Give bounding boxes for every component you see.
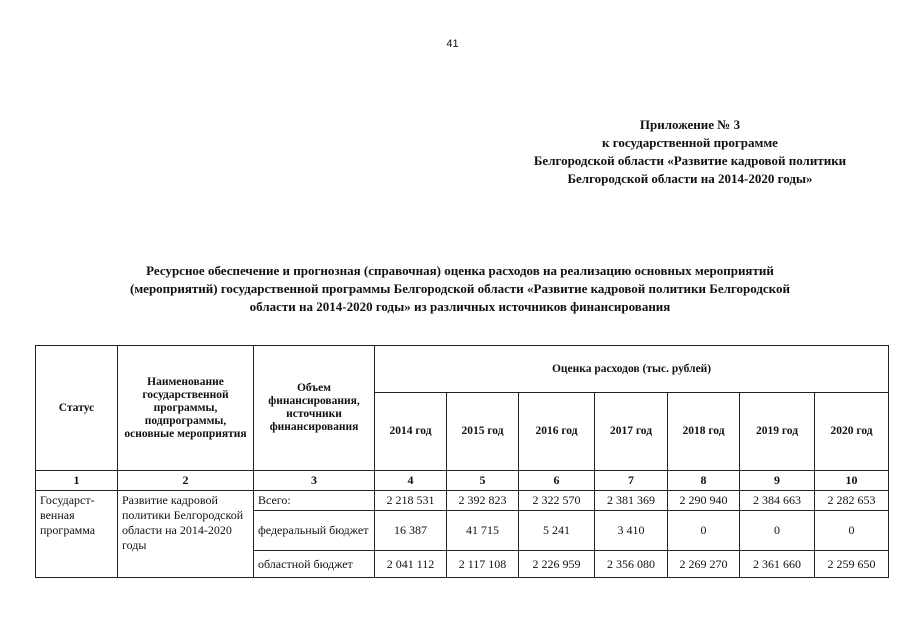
header-year: 2015 год [447, 393, 519, 471]
value-cell: 2 392 823 [447, 491, 519, 511]
title-line: Ресурсное обеспечение и прогнозная (справочная) оценка расходов на реализацию основных мероприятий [146, 263, 774, 278]
source-cell: областной бюджет [254, 551, 375, 578]
header-year: 2016 год [519, 393, 595, 471]
title-line: (мероприятий) государственной программы Белгородской области «Развитие кадровой политики Белгородской [129, 281, 790, 296]
title-line: области на 2014-2020 годы» из различных источников финансирования [249, 299, 671, 314]
appendix-heading [470, 116, 905, 188]
header-status: Статус [36, 346, 118, 471]
header-year: 2020 год [815, 393, 889, 471]
document-title [60, 262, 860, 316]
value-cell: 0 [668, 511, 740, 551]
column-number: 8 [668, 471, 740, 491]
column-number: 5 [447, 471, 519, 491]
column-number-row [36, 471, 889, 491]
value-cell: 0 [815, 511, 889, 551]
value-cell: 16 387 [375, 511, 447, 551]
value-cell: 2 041 112 [375, 551, 447, 578]
header-year: 2017 год [595, 393, 668, 471]
value-cell: 2 269 270 [668, 551, 740, 578]
page-number: 41 [446, 38, 459, 50]
status-cell: Государст-венная программа [36, 491, 118, 578]
value-cell: 5 241 [519, 511, 595, 551]
value-cell: 2 322 570 [519, 491, 595, 511]
table-row [36, 491, 889, 511]
source-cell: федеральный бюджет [254, 511, 375, 551]
header-financing-volume: Объем финансирования, источники финансирования [254, 346, 375, 471]
column-number: 7 [595, 471, 668, 491]
source-cell: Всего: [254, 491, 375, 511]
column-number: 2 [118, 471, 254, 491]
column-number: 3 [254, 471, 375, 491]
appendix-line: Белгородской области на 2014-2020 годы» [567, 171, 813, 186]
appendix-line: Приложение № 3 [639, 117, 741, 132]
column-number: 6 [519, 471, 595, 491]
value-cell: 2 384 663 [740, 491, 815, 511]
budget-table [35, 345, 889, 578]
column-number: 1 [36, 471, 118, 491]
header-year: 2019 год [740, 393, 815, 471]
header-year: 2014 год [375, 393, 447, 471]
header-program-name: Наименование государственной программы, подпрограммы, основные мероприятия [118, 346, 254, 471]
value-cell: 2 226 959 [519, 551, 595, 578]
column-number: 9 [740, 471, 815, 491]
value-cell: 2 381 369 [595, 491, 668, 511]
program-name-cell: Развитие кадровой политики Белгородской области на 2014-2020 годы [118, 491, 254, 578]
value-cell: 2 356 080 [595, 551, 668, 578]
column-number: 10 [815, 471, 889, 491]
value-cell: 3 410 [595, 511, 668, 551]
value-cell: 2 218 531 [375, 491, 447, 511]
value-cell: 41 715 [447, 511, 519, 551]
appendix-line: Белгородской области «Развитие кадровой политики [533, 153, 847, 168]
column-number: 4 [375, 471, 447, 491]
value-cell: 2 282 653 [815, 491, 889, 511]
value-cell: 2 361 660 [740, 551, 815, 578]
header-year: 2018 год [668, 393, 740, 471]
value-cell: 2 117 108 [447, 551, 519, 578]
header-cost-estimate: Оценка расходов (тыс. рублей) [375, 346, 889, 393]
value-cell: 2 259 650 [815, 551, 889, 578]
appendix-line: к государственной программе [602, 135, 778, 150]
value-cell: 0 [740, 511, 815, 551]
value-cell: 2 290 940 [668, 491, 740, 511]
